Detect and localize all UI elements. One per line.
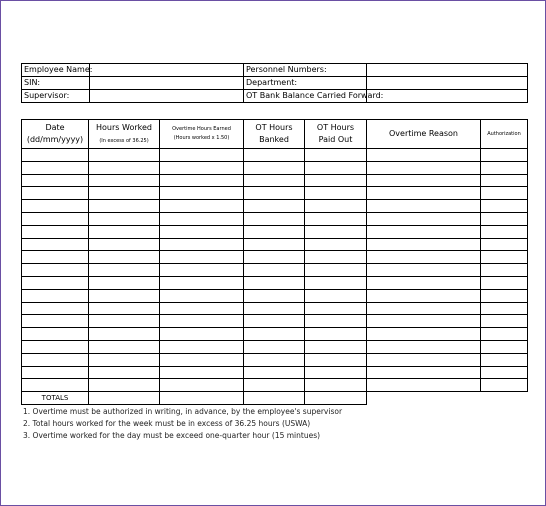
table-cell[interactable] xyxy=(22,366,89,379)
footnote-2: 2. Total hours worked for the week must be in excess of 36.25 hours (USWA) xyxy=(23,419,311,428)
sin-label: SIN: xyxy=(22,77,90,90)
table-cell[interactable] xyxy=(244,200,305,213)
table-cell[interactable] xyxy=(160,174,244,187)
totals-label: TOTALS xyxy=(22,392,89,405)
header-overtime-earned-label: Overtime Hours Earned xyxy=(172,126,231,132)
table-cell[interactable] xyxy=(481,289,528,302)
footnotes xyxy=(23,406,342,442)
table-cell[interactable] xyxy=(22,161,89,174)
log-header-row xyxy=(22,120,528,149)
table-cell[interactable] xyxy=(22,212,89,225)
table-cell[interactable] xyxy=(244,174,305,187)
table-cell[interactable] xyxy=(481,340,528,353)
department-label: Department: xyxy=(244,77,367,90)
table-cell[interactable] xyxy=(367,174,481,187)
table-cell[interactable] xyxy=(160,238,244,251)
table-row xyxy=(22,379,528,392)
table-cell[interactable] xyxy=(481,264,528,277)
table-cell[interactable] xyxy=(22,289,89,302)
table-cell[interactable] xyxy=(305,200,367,213)
table-cell[interactable] xyxy=(305,212,367,225)
table-cell[interactable] xyxy=(160,149,244,162)
table-cell[interactable] xyxy=(244,353,305,366)
table-cell[interactable] xyxy=(305,264,367,277)
table-row xyxy=(22,174,528,187)
table-cell[interactable] xyxy=(367,264,481,277)
table-cell[interactable] xyxy=(160,353,244,366)
table-cell[interactable] xyxy=(89,315,160,328)
table-cell[interactable] xyxy=(481,366,528,379)
table-cell[interactable] xyxy=(367,366,481,379)
table-cell[interactable] xyxy=(481,251,528,264)
table-cell[interactable] xyxy=(481,353,528,366)
table-row xyxy=(22,315,528,328)
table-cell[interactable] xyxy=(481,161,528,174)
table-cell[interactable] xyxy=(160,212,244,225)
totals-cell[interactable] xyxy=(89,392,160,405)
table-row xyxy=(22,238,528,251)
table-cell[interactable] xyxy=(22,353,89,366)
table-cell[interactable] xyxy=(367,276,481,289)
table-cell[interactable] xyxy=(160,187,244,200)
table-cell[interactable] xyxy=(305,174,367,187)
info-row-sin xyxy=(22,77,528,90)
table-cell[interactable] xyxy=(481,379,528,392)
table-cell[interactable] xyxy=(305,366,367,379)
totals-blank-cell xyxy=(481,392,528,405)
header-hours-worked xyxy=(89,120,160,149)
header-ot-banked-sub: Banked xyxy=(259,135,289,144)
table-cell[interactable] xyxy=(22,149,89,162)
table-cell[interactable] xyxy=(305,149,367,162)
header-ot-banked xyxy=(244,120,305,149)
table-cell[interactable] xyxy=(305,251,367,264)
header-ot-banked-label: OT Hours xyxy=(255,123,293,132)
table-cell[interactable] xyxy=(244,225,305,238)
table-cell[interactable] xyxy=(481,225,528,238)
employee-name-field[interactable] xyxy=(90,64,244,77)
table-cell[interactable] xyxy=(89,187,160,200)
table-cell[interactable] xyxy=(244,289,305,302)
table-cell[interactable] xyxy=(22,264,89,277)
table-cell[interactable] xyxy=(22,328,89,341)
table-cell[interactable] xyxy=(160,302,244,315)
table-cell[interactable] xyxy=(160,289,244,302)
header-ot-paid-sub: Paid Out xyxy=(318,135,353,144)
table-cell[interactable] xyxy=(89,238,160,251)
table-cell[interactable] xyxy=(22,225,89,238)
table-row xyxy=(22,340,528,353)
table-cell[interactable] xyxy=(22,238,89,251)
supervisor-label: Supervisor: xyxy=(22,90,90,103)
table-cell[interactable] xyxy=(22,251,89,264)
table-cell[interactable] xyxy=(22,315,89,328)
header-date-label: Date xyxy=(45,123,65,132)
table-cell[interactable] xyxy=(244,328,305,341)
table-cell[interactable] xyxy=(89,289,160,302)
table-cell[interactable] xyxy=(89,276,160,289)
table-cell[interactable] xyxy=(481,328,528,341)
table-cell[interactable] xyxy=(367,251,481,264)
table-cell[interactable] xyxy=(305,302,367,315)
table-cell[interactable] xyxy=(367,161,481,174)
ot-bank-label: OT Bank Balance Carried Forward: xyxy=(244,90,367,103)
table-cell[interactable] xyxy=(481,276,528,289)
table-cell[interactable] xyxy=(22,200,89,213)
table-cell[interactable] xyxy=(244,187,305,200)
table-cell[interactable] xyxy=(367,340,481,353)
table-cell[interactable] xyxy=(367,238,481,251)
table-cell[interactable] xyxy=(89,366,160,379)
table-cell[interactable] xyxy=(367,328,481,341)
table-row xyxy=(22,264,528,277)
table-row xyxy=(22,328,528,341)
table-cell[interactable] xyxy=(160,315,244,328)
table-cell[interactable] xyxy=(89,264,160,277)
table-cell[interactable] xyxy=(481,238,528,251)
table-row xyxy=(22,212,528,225)
table-cell[interactable] xyxy=(305,187,367,200)
table-row xyxy=(22,149,528,162)
info-row-employee xyxy=(22,64,528,77)
table-cell[interactable] xyxy=(89,161,160,174)
table-cell[interactable] xyxy=(367,225,481,238)
table-cell[interactable] xyxy=(160,251,244,264)
table-cell[interactable] xyxy=(481,187,528,200)
table-cell[interactable] xyxy=(160,366,244,379)
overtime-log-table xyxy=(21,119,528,405)
header-overtime-earned xyxy=(160,120,244,149)
employee-name-label: Employee Name: xyxy=(22,64,90,77)
table-cell[interactable] xyxy=(481,149,528,162)
table-row xyxy=(22,302,528,315)
table-cell[interactable] xyxy=(22,379,89,392)
table-cell[interactable] xyxy=(367,187,481,200)
table-row xyxy=(22,276,528,289)
table-cell[interactable] xyxy=(481,315,528,328)
totals-cell[interactable] xyxy=(305,392,367,405)
table-row xyxy=(22,161,528,174)
table-cell[interactable] xyxy=(305,289,367,302)
table-cell[interactable] xyxy=(305,340,367,353)
table-cell[interactable] xyxy=(244,149,305,162)
table-cell[interactable] xyxy=(89,379,160,392)
log-body xyxy=(22,149,528,405)
table-cell[interactable] xyxy=(305,225,367,238)
table-cell[interactable] xyxy=(89,149,160,162)
table-cell[interactable] xyxy=(305,379,367,392)
table-row xyxy=(22,366,528,379)
table-cell[interactable] xyxy=(244,379,305,392)
header-overtime-reason: Overtime Reason xyxy=(367,120,481,149)
header-date-format: (dd/mm/yyyy) xyxy=(26,135,84,144)
header-ot-paid xyxy=(305,120,367,149)
footnote-3: 3. Overtime worked for the day must be exceed one-quarter hour (15 mintues) xyxy=(23,431,321,440)
table-row xyxy=(22,187,528,200)
table-cell[interactable] xyxy=(22,174,89,187)
table-cell[interactable] xyxy=(244,315,305,328)
table-cell[interactable] xyxy=(481,302,528,315)
table-row xyxy=(22,353,528,366)
info-row-supervisor xyxy=(22,90,528,103)
table-cell[interactable] xyxy=(305,315,367,328)
table-cell[interactable] xyxy=(244,212,305,225)
supervisor-field[interactable] xyxy=(90,90,244,103)
table-cell[interactable] xyxy=(305,353,367,366)
header-authorization: Authorization xyxy=(481,120,528,149)
table-cell[interactable] xyxy=(481,212,528,225)
table-cell[interactable] xyxy=(160,379,244,392)
table-cell[interactable] xyxy=(244,251,305,264)
table-cell[interactable] xyxy=(89,225,160,238)
table-cell[interactable] xyxy=(305,161,367,174)
table-cell[interactable] xyxy=(89,353,160,366)
table-cell[interactable] xyxy=(244,238,305,251)
table-cell[interactable] xyxy=(244,366,305,379)
department-field[interactable] xyxy=(367,77,528,90)
table-cell[interactable] xyxy=(367,379,481,392)
table-row xyxy=(22,200,528,213)
table-cell[interactable] xyxy=(305,238,367,251)
table-cell[interactable] xyxy=(160,225,244,238)
personnel-numbers-label: Personnel Numbers: xyxy=(244,64,367,77)
table-row xyxy=(22,251,528,264)
personnel-numbers-field[interactable] xyxy=(367,64,528,77)
table-cell[interactable] xyxy=(160,340,244,353)
table-cell[interactable] xyxy=(160,264,244,277)
table-cell[interactable] xyxy=(89,174,160,187)
footnote-1: 1. Overtime must be authorized in writing, in advance, by the employee's supervisor xyxy=(23,407,343,416)
header-hours-worked-label: Hours Worked xyxy=(96,122,152,132)
table-cell[interactable] xyxy=(22,340,89,353)
table-cell[interactable] xyxy=(244,276,305,289)
table-cell[interactable] xyxy=(160,200,244,213)
sin-field[interactable] xyxy=(90,77,244,90)
table-cell[interactable] xyxy=(22,276,89,289)
table-cell[interactable] xyxy=(244,302,305,315)
table-cell[interactable] xyxy=(305,276,367,289)
table-cell[interactable] xyxy=(160,328,244,341)
table-cell[interactable] xyxy=(367,302,481,315)
table-cell[interactable] xyxy=(89,200,160,213)
table-cell[interactable] xyxy=(367,149,481,162)
employee-info-table xyxy=(21,63,528,103)
table-cell[interactable] xyxy=(481,174,528,187)
table-cell[interactable] xyxy=(89,340,160,353)
table-cell[interactable] xyxy=(244,161,305,174)
header-date xyxy=(22,120,89,149)
table-cell[interactable] xyxy=(481,200,528,213)
header-hours-worked-sub: (In excess of 36.25) xyxy=(99,137,149,144)
table-cell[interactable] xyxy=(160,276,244,289)
table-cell[interactable] xyxy=(89,302,160,315)
table-cell[interactable] xyxy=(367,289,481,302)
table-cell[interactable] xyxy=(22,302,89,315)
table-cell[interactable] xyxy=(305,328,367,341)
header-overtime-earned-sub: (Hours worked x 1.50) xyxy=(173,135,230,141)
table-cell[interactable] xyxy=(89,328,160,341)
table-cell[interactable] xyxy=(89,212,160,225)
table-row xyxy=(22,289,528,302)
table-cell[interactable] xyxy=(367,315,481,328)
table-cell[interactable] xyxy=(367,353,481,366)
totals-cell[interactable] xyxy=(244,392,305,405)
ot-bank-field[interactable] xyxy=(367,90,528,103)
table-cell[interactable] xyxy=(367,200,481,213)
table-cell[interactable] xyxy=(244,340,305,353)
totals-row xyxy=(22,392,528,405)
table-cell[interactable] xyxy=(367,212,481,225)
table-cell[interactable] xyxy=(22,187,89,200)
totals-blank-cell xyxy=(367,392,481,405)
table-row xyxy=(22,225,528,238)
header-ot-paid-label: OT Hours xyxy=(316,123,355,132)
table-cell[interactable] xyxy=(89,251,160,264)
table-cell[interactable] xyxy=(244,264,305,277)
totals-cell[interactable] xyxy=(160,392,244,405)
table-cell[interactable] xyxy=(160,161,244,174)
